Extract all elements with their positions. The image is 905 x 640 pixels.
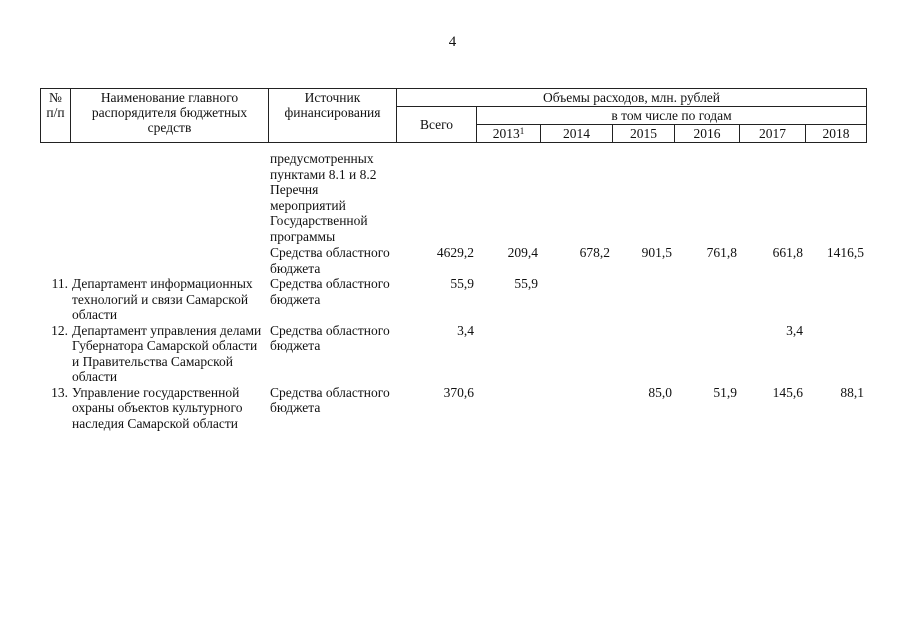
row-2015	[612, 151, 674, 245]
row-2016	[674, 323, 739, 385]
row-2017	[739, 151, 805, 245]
row-num	[40, 151, 70, 245]
table-row	[40, 385, 866, 432]
row-2014: 678,2	[579, 245, 610, 260]
table-body	[40, 151, 866, 431]
row-2017: 3,4	[786, 322, 803, 338]
row-total: 4629,2	[436, 245, 474, 260]
page-number: 4	[448, 34, 457, 50]
row-2013	[476, 151, 540, 245]
header-name: Наименование главного распорядителя бюджетных средств	[71, 89, 269, 143]
row-2015: 901,5	[641, 245, 672, 260]
row-total: 370,6	[443, 384, 474, 400]
header-year-2015: 2015	[613, 125, 675, 143]
row-source: Средства областного бюджета	[270, 276, 390, 307]
row-2017: 661,8	[772, 245, 803, 260]
header-year-2013: 2013$^1$	[477, 125, 541, 143]
footnote-mark: 1	[519, 126, 525, 136]
row-num	[40, 245, 70, 276]
row-2014	[540, 385, 612, 432]
table-row	[40, 276, 866, 323]
row-2017: 145,6	[772, 384, 803, 400]
row-name: Департамент управления делами Губернатора Самарской области и Правительства Самарской области	[72, 322, 262, 384]
row-num: 13.	[51, 384, 68, 400]
row-name	[70, 151, 268, 245]
row-total: 55,9	[450, 276, 474, 291]
header-source: Источник финансирования	[269, 89, 397, 143]
table-row	[40, 323, 866, 385]
table-row	[40, 245, 866, 276]
row-2016: 51,9	[713, 384, 737, 400]
header-num: № п/п	[41, 89, 71, 143]
header-year-2016: 2016	[675, 125, 740, 143]
row-total: 3,4	[457, 322, 474, 338]
table-row	[40, 151, 866, 245]
row-2016	[674, 276, 739, 323]
row-2014	[540, 276, 612, 323]
row-source: Средства областного бюджета	[270, 322, 390, 353]
row-2015: 85,0	[648, 384, 672, 400]
row-2014	[540, 323, 612, 385]
row-2013	[476, 323, 540, 385]
row-2016	[674, 151, 739, 245]
row-2013	[476, 385, 540, 432]
row-num: 11.	[51, 276, 68, 291]
header-year-2018: 2018	[806, 125, 867, 143]
row-2014	[540, 151, 612, 245]
row-2018	[805, 323, 866, 385]
row-2016: 761,8	[706, 245, 737, 260]
header-by-years: в том числе по годам	[477, 107, 867, 125]
row-num: 12.	[51, 322, 68, 338]
row-2018: 1416,5	[826, 245, 864, 260]
row-2015	[612, 276, 674, 323]
row-name	[70, 245, 268, 276]
row-source: Средства областного бюджета	[270, 245, 390, 276]
row-2018	[805, 276, 866, 323]
row-2013: 209,4	[507, 245, 538, 260]
header-total: Всего	[397, 107, 477, 143]
header-year-2014: 2014	[541, 125, 613, 143]
row-2018	[805, 151, 866, 245]
row-2018: 88,1	[840, 384, 864, 400]
row-2013: 55,9	[514, 276, 538, 291]
row-total	[396, 151, 476, 245]
row-name: Управление государственной охраны объектов культурного наследия Самарской области	[72, 384, 243, 431]
header-year-2017: 2017	[740, 125, 806, 143]
row-2015	[612, 323, 674, 385]
header-volumes: Объемы расходов, млн. рублей	[397, 89, 867, 107]
row-name: Департамент информационных технологий и связи Самарской области	[72, 276, 253, 322]
table-header	[40, 88, 867, 143]
row-2017	[739, 276, 805, 323]
row-source: Средства областного бюджета	[270, 384, 390, 415]
row-source: предусмотренных пунктами 8.1 и 8.2 Перечня мероприятий Государственной программы	[270, 151, 377, 244]
